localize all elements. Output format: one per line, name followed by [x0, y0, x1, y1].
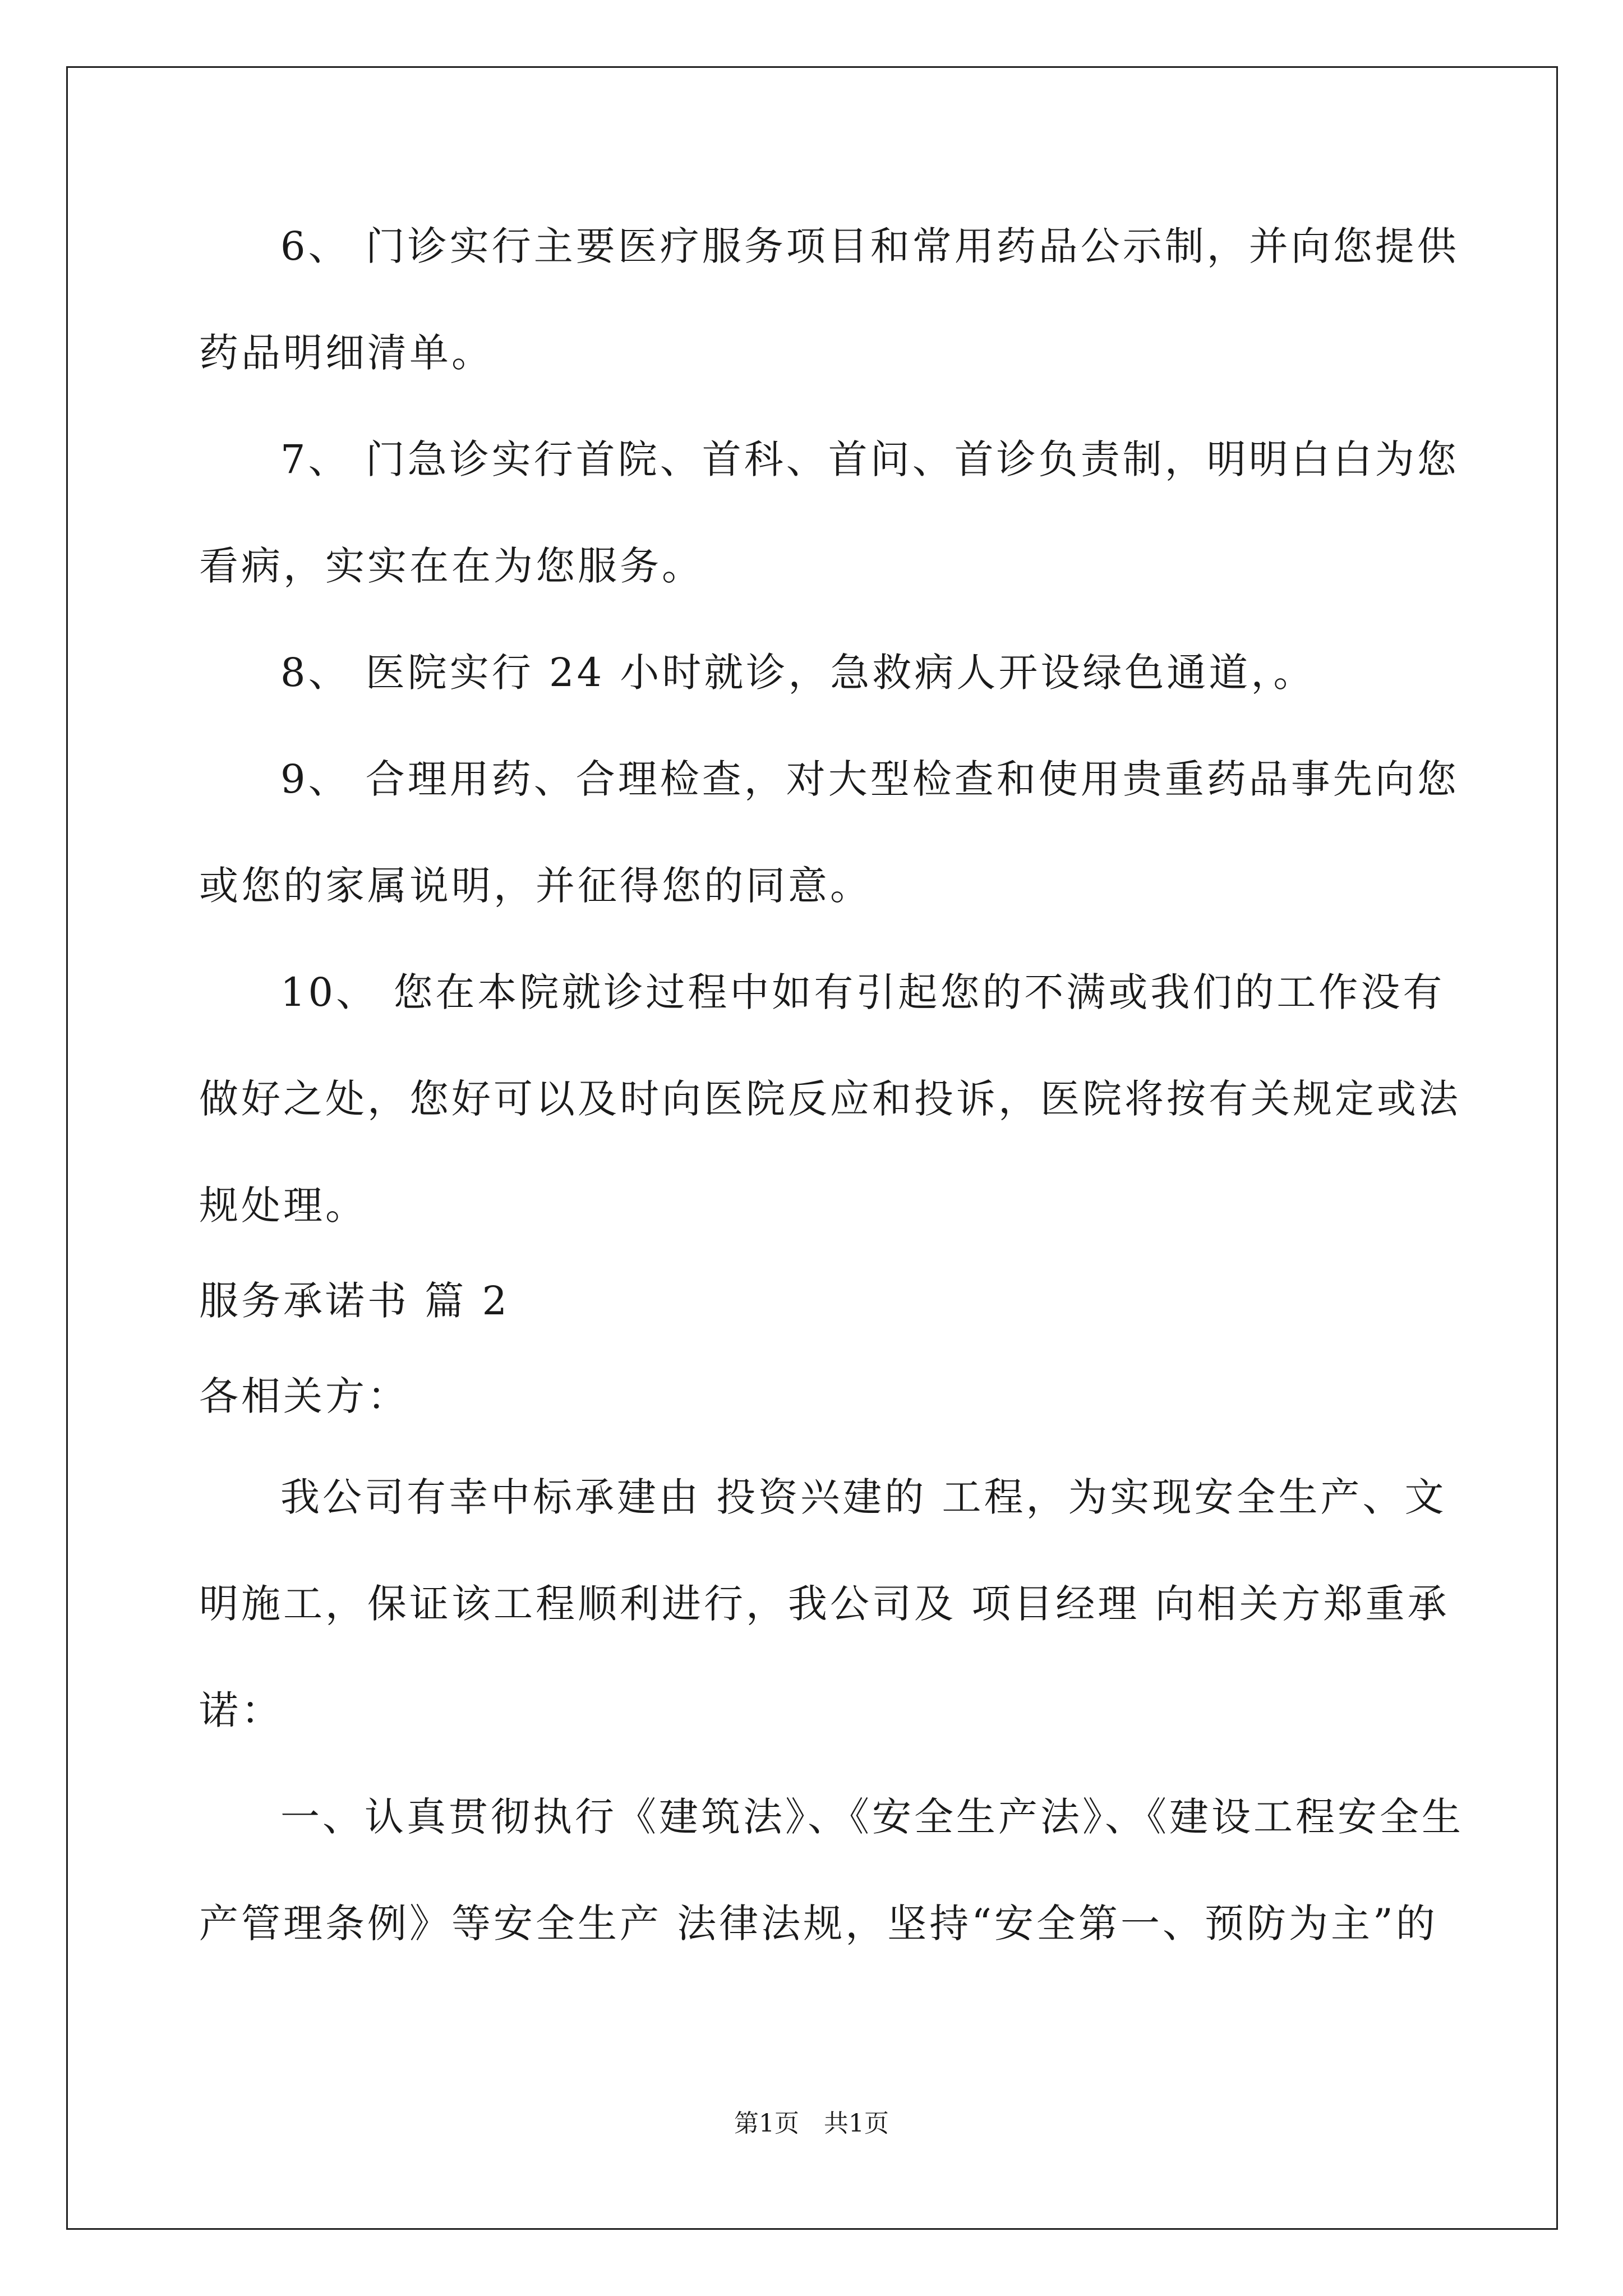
paragraph-6-line-1: 6、 门诊实行主要医疗服务项目和常用药品公示制，并向您提供 — [280, 223, 1459, 269]
clause-1-line-2: 产管理条例》等安全生产 法律法规，坚持“安全第一、预防为主”的 — [199, 1901, 1438, 1947]
intro-line-3: 诺： — [199, 1687, 283, 1733]
page-footer: 第1页 共1页 — [734, 2109, 889, 2138]
paragraph-10-line-1: 10、 您在本院就诊过程中如有引起您的不满或我们的工作没有 — [280, 969, 1445, 1015]
paragraph-10-line-2: 做好之处，您好可以及时向医院反应和投诉，医院将按有关规定或法 — [199, 1076, 1461, 1122]
intro-line-2: 明施工，保证该工程顺利进行，我公司及 项目经理 向相关方郑重承 — [199, 1581, 1450, 1627]
intro-line-1: 我公司有幸中标承建由 投资兴建的 工程，为实现安全生产、文 — [280, 1474, 1447, 1520]
salutation: 各相关方： — [199, 1373, 409, 1419]
clause-1-line-1: 一、认真贯彻执行《建筑法》、《安全生产法》、《建设工程安全生 — [280, 1794, 1464, 1840]
paragraph-6-line-2: 药品明细清单。 — [199, 330, 494, 376]
paragraph-8-line-1: 8、 医院实行 24 小时就诊，急救病人开设绿色通道，。 — [280, 650, 1316, 696]
paragraph-7-line-2: 看病，实实在在为您服务。 — [199, 543, 704, 589]
section-heading: 服务承诺书 篇 2 — [199, 1278, 510, 1324]
paragraph-9-line-1: 9、 合理用药、合理检查，对大型检查和使用贵重药品事先向您 — [280, 756, 1459, 802]
paragraph-7-line-1: 7、 门急诊实行首院、首科、首问、首诊负责制，明明白白为您 — [280, 436, 1459, 482]
paragraph-9-line-2: 或您的家属说明，并征得您的同意。 — [199, 863, 872, 909]
paragraph-10-line-3: 规处理。 — [199, 1182, 367, 1228]
